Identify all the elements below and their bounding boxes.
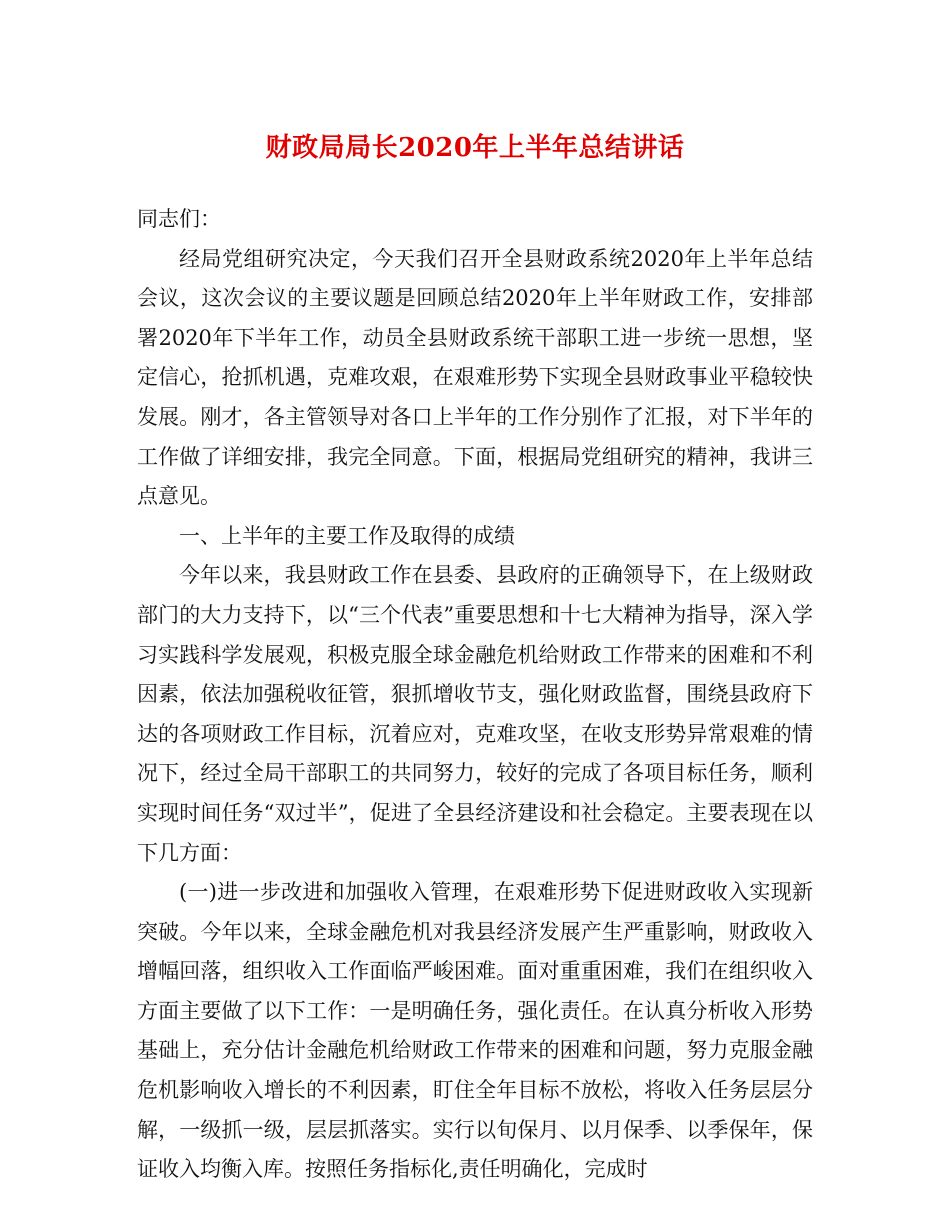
- salutation: 同志们：: [137, 207, 221, 231]
- paragraph-intro: 经局党组研究决定，今天我们召开全县财政系统2020年上半年总结会议，这次会议的主要议题是回顾总结2020年上半年财政工作，安排部署2020年下半年工作，动员全县财政系统干部职工进一步统一思想，坚定信心，抢抓机遇，克难攻艰，在艰难形势下实现全县财政事业平稳较快发展。刚才，各主管领导对各口上半年的工作分别作了汇报，对下半年的工作做了详细安排，我完全同意。下面，根据局党组研究的精神，我讲三点意见。: [137, 246, 813, 509]
- paragraph-revenue: (一)进一步改进和加强收入管理，在艰难形势下促进财政收入实现新突破。今年以来，全球金融危机对我县经济发展产生严重影响，财政收入增幅回落，组织收入工作面临严峻困难。面对重重困难，我们在组织收入方面主要做了以下工作：一是明确任务，强化责任。在认真分析收入形势基础上，充分估计金融危机给财政工作带来的困难和问题，努力克服金融危机影响收入增长的不利因素，盯住全年目标不放松，将收入任务层层分解，一级抓一级，层层抓落实。实行以旬保月、以月保季、以季保年，保证收入均衡入库。按照任务指标化,责任明确化，完成时: [137, 880, 813, 1182]
- paragraph-summary: 今年以来，我县财政工作在县委、县政府的正确领导下，在上级财政部门的大力支持下，以“三个代表”重要思想和十七大精神为指导，深入学习实践科学发展观，积极克服全球金融危机给财政工作带来的困难和不利因素，依法加强税收征管，狠抓增收节支，强化财政监督，围绕县政府下达的各项财政工作目标，沉着应对，克难攻坚，在收支形势异常艰难的情况下，经过全局干部职工的共同努力，较好的完成了各项目标任务，顺利实现时间任务“双过半”，促进了全县经济建设和社会稳定。主要表现在以下几方面：: [137, 563, 813, 865]
- document-title: 财政局局长2020年上半年总结讲话: [265, 133, 685, 163]
- section-heading-1: 一、上半年的主要工作及取得的成绩: [179, 523, 515, 548]
- document-body: [137, 200, 813, 1190]
